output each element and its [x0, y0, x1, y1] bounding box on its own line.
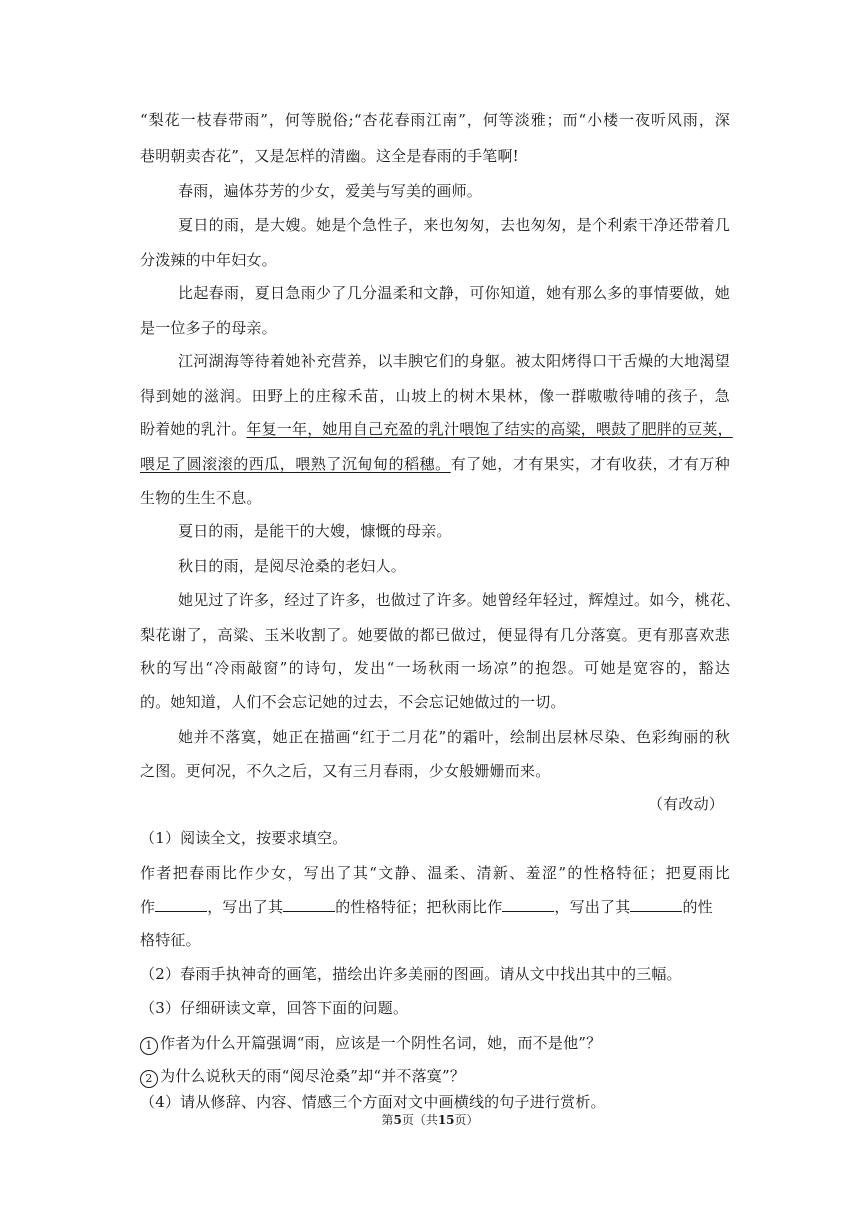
- underlined-sentence: 喂足了圆滚滚的西瓜，喂熟了沉甸甸的稻穗。: [140, 455, 451, 473]
- question-1-line: 作者把春雨比作少女，写出了其“文静、温柔、清新、羞涩”的性格特征；把夏雨比: [140, 864, 730, 882]
- underlined-sentence: 年复一年，她用自己充盈的乳汁喂饱了结实的高粱，喂鼓了肥胖的豆荚，: [246, 420, 733, 438]
- passage-line: 夏日的雨，是大嫂。她是个急性子，来也匆匆，去也匆匆，是个利索干净还带着几: [178, 216, 730, 234]
- passage-line: 秋日的雨，是阅尽沧桑的老妇人。: [178, 557, 407, 575]
- question-4: （4）请从修辞、内容、情感三个方面对文中画横线的句子进行赏析。: [140, 1093, 606, 1111]
- question-3: （3）仔细研读文章，回答下面的问题。: [140, 999, 409, 1017]
- question-text: 为什么说秋天的雨“阅尽沧桑”却“并不落寞”？: [160, 1067, 466, 1085]
- question-3-sub-2: [140, 1066, 730, 1088]
- passage-text: 有了她，才有果实，才有收获，才有万种: [450, 455, 730, 473]
- passage-line: 秋的写出“冷雨敲窗”的诗句，发出“一场秋雨一场凉”的抱怨。可她是宽容的，豁达: [140, 659, 730, 677]
- passage-line: 生物的生生不息。: [140, 489, 262, 507]
- passage-line: 夏日的雨，是能干的大嫂，慷慨的母亲。: [178, 522, 452, 540]
- page-footer: [0, 1112, 860, 1128]
- passage-line: 江河湖海等待着她补充营养，以丰腴它们的身躯。被太阳烤得口干舌燥的大地渴望: [178, 352, 730, 370]
- question-text: 的性: [682, 898, 713, 916]
- passage-text: 盼着她的乳汁。: [140, 420, 247, 438]
- source-note: （有改动）: [647, 795, 724, 813]
- answer-blank[interactable]: [283, 896, 335, 912]
- passage-line: 之图。更何况，不久之后，又有三月春雨，少女般姗姗而来。: [140, 762, 551, 780]
- answer-blank[interactable]: [155, 896, 207, 912]
- passage-line: 梨花谢了，高粱、玉米收割了。她要做的都已做过，便显得有几分落寞。更有那喜欢悲: [140, 626, 730, 644]
- footer-text: 页）: [454, 1113, 479, 1127]
- question-1-line: [140, 896, 730, 917]
- passage-line: 比起春雨，夏日急雨少了几分温柔和文静，可你知道，她有那么多的事情要做，她: [178, 284, 730, 302]
- question-1-line: 格特征。: [140, 931, 201, 949]
- passage-line: [140, 419, 733, 439]
- circled-number-2: 2: [140, 1070, 158, 1088]
- passage-line: “梨花一枝春带雨”，何等脱俗;“杏花春雨江南”，何等淡雅；而“小楼一夜听风雨，深: [140, 111, 730, 129]
- circled-number-1: 1: [140, 1037, 158, 1055]
- question-text: ，写出了其: [207, 898, 284, 916]
- passage-line: 巷明朝卖杏花”，又是怎样的清幽。这全是春雨的手笔啊!: [140, 147, 519, 165]
- passage-line: 是一位多子的母亲。: [140, 319, 277, 337]
- passage-line: 春雨，遍体芬芳的少女，爱美与写美的画师。: [178, 182, 483, 200]
- question-3-sub-1: [140, 1033, 730, 1055]
- passage-line: 她见过了许多，经过了许多，也做过了许多。她曾经年轻过，辉煌过。如今，桃花、: [178, 591, 741, 609]
- question-text: ，写出了其: [554, 898, 631, 916]
- answer-blank[interactable]: [630, 896, 682, 912]
- page-total: 15: [437, 1113, 455, 1127]
- footer-text: 页（共: [401, 1113, 438, 1127]
- passage-line: 分泼辣的中年妇女。: [140, 251, 277, 269]
- question-text: 作: [140, 898, 156, 916]
- passage-line: 的。她知道，人们不会忘记她的过去，不会忘记她做过的一切。: [140, 693, 566, 711]
- question-text: 作者为什么开篇强调“雨，应该是一个阴性名词，她，而不是他”？: [160, 1034, 602, 1052]
- passage-line: [140, 454, 730, 474]
- passage-line: 她并不落寞，她正在描画“红于二月花”的霜叶，绘制出层林尽染、色彩绚丽的秋: [178, 728, 730, 746]
- question-1: （1）阅读全文，按要求填空。: [140, 829, 348, 847]
- page-number: 5: [393, 1113, 402, 1127]
- passage-line: 得到她的滋润。田野上的庄稼禾苗，山坡上的树木果林，像一群嗷嗷待哺的孩子，急: [140, 387, 730, 405]
- question-2: （2）春雨手执神奇的画笔，描绘出许多美丽的图画。请从文中找出其中的三幅。: [140, 965, 682, 983]
- answer-blank[interactable]: [502, 896, 554, 912]
- footer-text: 第: [381, 1113, 394, 1127]
- question-text: 的性格特征；把秋雨比作: [335, 898, 503, 916]
